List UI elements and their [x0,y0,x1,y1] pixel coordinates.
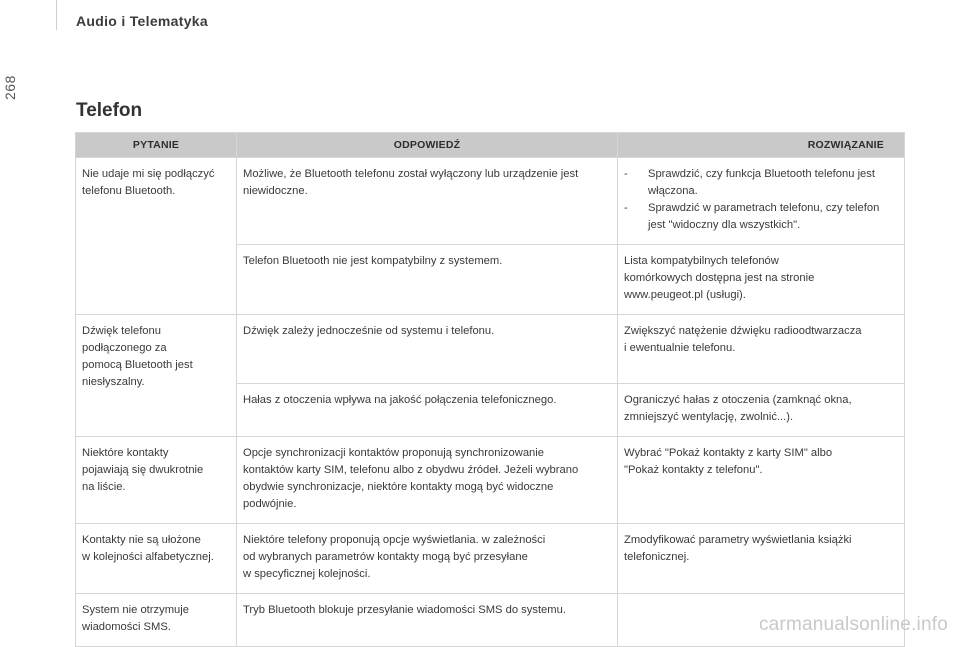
solution-cell [618,158,905,245]
table-header-row [76,133,905,158]
watermark: carmanualsonline.info [758,614,948,635]
question-cell: Kontakty nie są ułożone w kolejności alfabetycznej. [76,524,237,594]
column-header-answer: ODPOWIEDŹ [237,133,618,158]
answer-cell: Niektóre telefony proponują opcje wyświetlania. w zależności od wybranych parametrów kontakty mogą być przesyłane w specyficznej kolejności. [237,524,618,594]
solution-bullet: - Sprawdzić, czy funkcja Bluetooth telefonu jest włączona. [624,166,898,200]
page-title: Telefon [76,100,143,121]
table-row [76,524,905,594]
table-row [76,315,905,384]
solution-cell: Lista kompatybilnych telefonów komórkowych dostępna jest na stronie www.peugeot.pl (usługi). [618,245,905,315]
answer-cell: Możliwe, że Bluetooth telefonu został wyłączony lub urządzenie jest niewidoczne. [237,158,618,245]
header-divider [56,0,57,30]
question-cell: System nie otrzymuje wiadomości SMS. [76,594,237,647]
page-number: 268 [2,75,18,100]
column-header-solution: ROZWIĄZANIE [618,133,905,158]
solution-cell: Wybrać "Pokaż kontakty z karty SIM" albo "Pokaż kontakty z telefonu". [618,437,905,524]
answer-cell: Telefon Bluetooth nie jest kompatybilny z systemem. [237,245,618,315]
answer-cell: Dźwięk zależy jednocześnie od systemu i telefonu. [237,315,618,384]
question-cell: Nie udaje mi się podłączyć telefonu Bluetooth. [76,158,237,315]
table-row [76,158,905,245]
answer-cell: Tryb Bluetooth blokuje przesyłanie wiadomości SMS do systemu. [237,594,618,647]
question-cell: Dźwięk telefonu podłączonego za pomocą Bluetooth jest niesłyszalny. [76,315,237,437]
column-header-question: PYTANIE [76,133,237,158]
solution-cell: Ograniczyć hałas z otoczenia (zamknąć okna, zmniejszyć wentylację, zwolnić...). [618,384,905,437]
solution-bullets [624,166,898,234]
troubleshooting-table [75,132,905,647]
solution-cell: Zmodyfikować parametry wyświetlania książki telefonicznej. [618,524,905,594]
solution-cell: Zwiększyć natężenie dźwięku radioodtwarzacza i ewentualnie telefonu. [618,315,905,384]
question-cell: Niektóre kontakty pojawiają się dwukrotnie na liście. [76,437,237,524]
table-row [76,437,905,524]
answer-cell: Hałas z otoczenia wpływa na jakość połączenia telefonicznego. [237,384,618,437]
solution-bullet: - Sprawdzić w parametrach telefonu, czy telefon jest "widoczny dla wszystkich". [624,200,898,234]
answer-cell: Opcje synchronizacji kontaktów proponują synchronizowanie kontaktów karty SIM, telefonu albo z obydwu źródeł. Jeżeli wybrano obydwie synchronizacje, niektóre kontakty mogą być widoczne podwójnie. [237,437,618,524]
section-header: Audio i Telematyka [76,13,208,29]
